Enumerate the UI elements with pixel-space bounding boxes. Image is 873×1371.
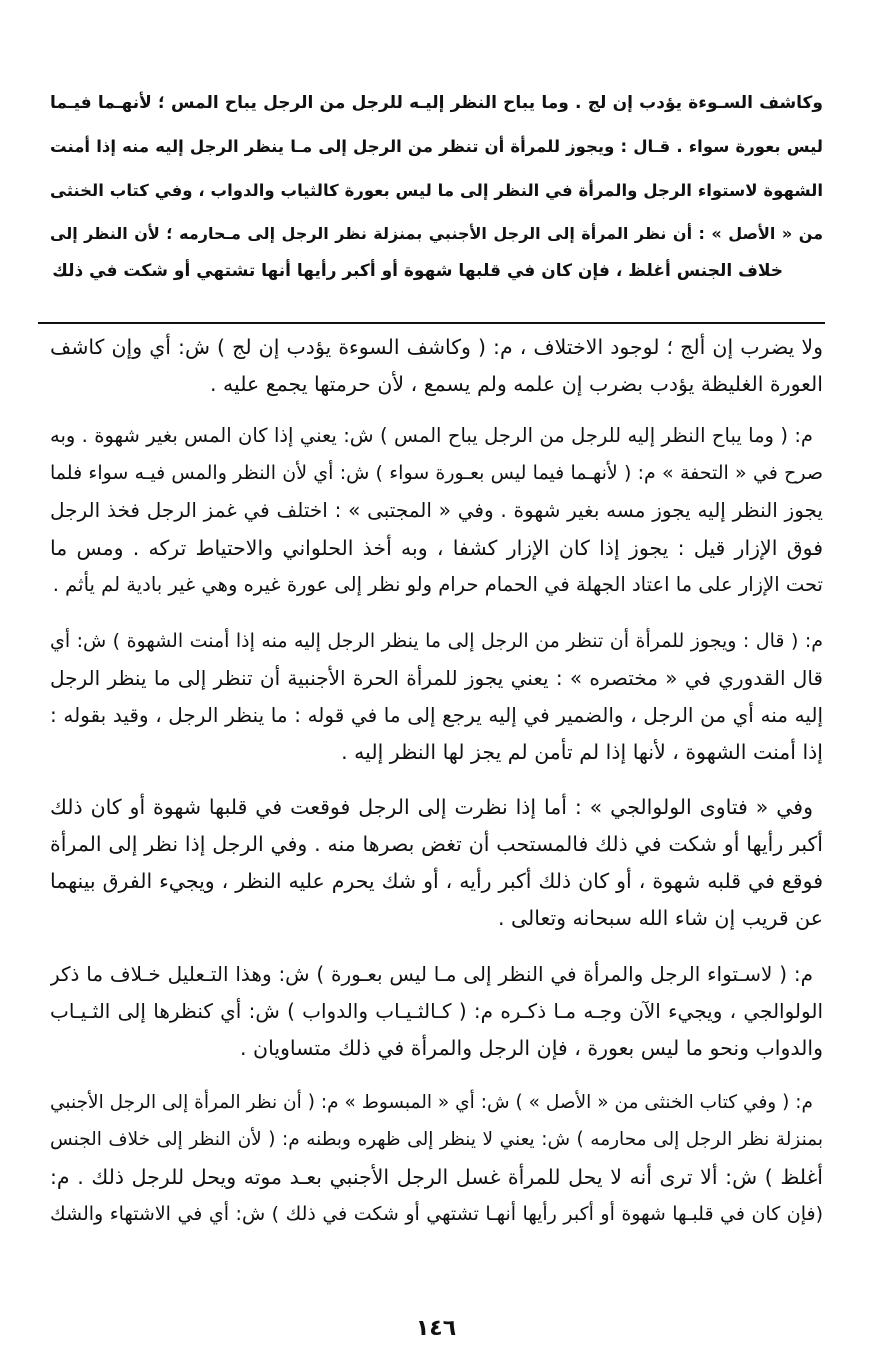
main-text-line: الشهوة لاستواء الرجل والمرأة في النظر إلى ما ليس بعورة كالثياب والدواب ، وفي كتاب الخنثى [50,181,823,200]
commentary-line: فوقع في قلبه شهوة ، أو كان ذلك أكبر رأيه ، أو شك يحرم عليه النظر ، ويجيء الفرق بينهما [50,869,823,893]
commentary-line: م: ( قال : ويجوز للمرأة أن تنظر من الرجل إلى ما ينظر الرجل إليه منه إذا أمنت الشهوة ) ش: أي [50,630,823,652]
commentary-line: م: ( وفي كتاب الخنثى من « الأصل » ) ش: أي « المبسوط » م: ( أن نظر المرأة إلى الرجل الأجنبي [50,1092,813,1113]
separator-rule [38,322,825,324]
commentary-line: م: ( لاسـتواء الرجل والمرأة في النظر إلى مـا ليس بعـورة ) ش: وهذا التـعليل خـلاف ما ذكر [50,962,813,986]
main-text-line: خلاف الجنس أغلظ ، فإن كان في قلبها شهوة أو أكبر رأيها أنها تشتهي أو شكت في ذلك [52,261,783,281]
commentary-line: والدواب ونحو ما ليس بعورة ، فإن الرجل والمرأة في ذلك متساويان . [239,1036,823,1060]
commentary-line: تحت الإزار على ما اعتاد الجهلة في الحمام حرام ولو نظر إلى عورة غيره وهي غير بادية لم يأثم . [52,573,823,596]
commentary-line: إذا أمنت الشهوة ، لأنها إذا لم تأمن لم يجز لها النظر إليه . [341,740,823,764]
commentary-line: بمنزلة نظر الرجل إلى محارمه ) ش: يعني لا ينظر إلى ظهره وبطنه م: ( لأن النظر إلى خلاف الجنس [50,1129,823,1150]
commentary-line: أكبر رأيها أو شكت في ذلك فالمستحب أن تغض بصرها منه . وفي الرجل إذا نظر إلى المرأة [50,832,823,856]
main-text-line: من « الأصل » : أن نظر المرأة إلى الرجل الأجنبي بمنزلة نظر الرجل إلى مـحارمه ؛ لأن النظر إلى [50,224,823,243]
commentary-line: صرح في « التحفة » م: ( لأنهـما فيما ليس بعـورة سواء ) ش: أي لأن النظر والمس فيـه سواء فلما [50,462,823,484]
commentary-line: (فإن كان في قلبـها شهوة أو أكبر رأيها أنهـا تشتهي أو شكت في ذلك ) ش: أي في الاشتهاء والشك [50,1203,823,1225]
commentary-line: عن قريب إن شاء الله سبحانه وتعالى . [497,906,823,930]
commentary-line: وفي « فتاوى الولوالجي » : أما إذا نظرت إلى الرجل فوقعت في قلبها شهوة أو كان ذلك [50,795,813,819]
commentary-line: أغلظ ) ش: ألا ترى أنه لا يحل للمرأة غسل الرجل الأجنبي بعـد موته ويحل للرجل ذلك . م: [50,1165,823,1189]
commentary-line: إليه منه أي من الرجل ، والضمير في إليه يرجع إلى ما في قوله : ما ينظر الرجل ، وقيد بقوله : [50,703,823,727]
commentary-line: يجوز النظر إليه يجوز مسه بغير شهوة . وفي « المجتبى » : اختلف في غمز الرجل فخذ الرجل [50,498,823,522]
commentary-line: قال القدوري في « مختصره » : يعني يجوز للمرأة الحرة الأجنبية أن تنظر إلى ما ينظر الرجل [50,666,823,690]
commentary-line: الولوالجي ، ويجيء الآن وجـه مـا ذكـره م: ( كـالثـيـاب والدواب ) ش: أي كنظرها إلى الثـيـاب [50,999,823,1023]
main-text-line: وكاشف السـوءة يؤدب إن لج . وما يباح النظر إليـه للرجل من الرجل يباح المس ؛ لأنهـما فيـما [50,93,823,113]
page-number: ١٤٦ [415,1316,457,1341]
commentary-line: م: ( وما يباح النظر إليه للرجل من الرجل يباح المس ) ش: يعني إذا كان المس بغير شهوة . وبه [50,424,813,447]
commentary-line: العورة الغليظة يؤدب بضرب إن علمه ولم يسمع ، لأن حرمتها يجمع عليه . [210,372,823,396]
commentary-line: فوق الإزار قيل : يجوز إذا كان الإزار كشفا ، وبه أخذ الحلواني والاحتياط تركه . ومس ما [50,536,823,560]
commentary-line: ولا يضرب إن ألج ؛ لوجود الاختلاف ، م: ( وكاشف السوءة يؤدب إن لج ) ش: أي وإن كاشف [50,335,823,359]
main-text-line: ليس بعورة سواء . قـال : ويجوز للمرأة أن تنظر من الرجل إلى مـا ينظر الرجل إليه منه إذا أمنت [50,137,823,156]
